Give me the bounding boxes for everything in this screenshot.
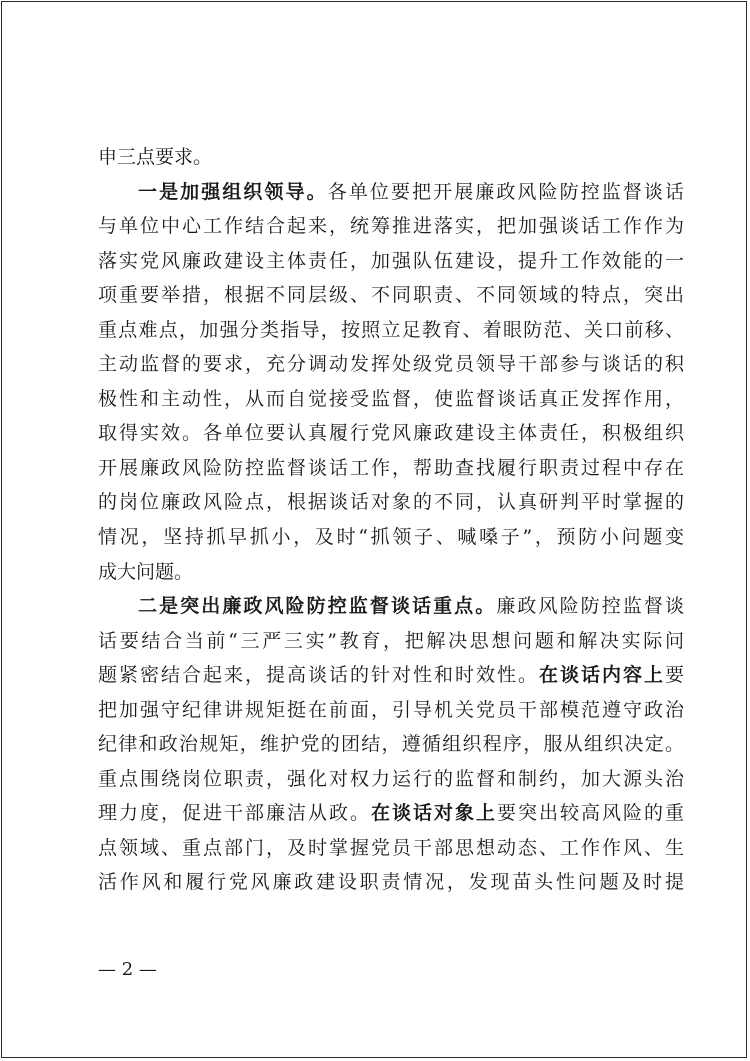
page-number: — 2 — xyxy=(98,959,157,980)
text-run: 与单位中心工作结合起来，统筹推进落实，把加强谈话工作作为 xyxy=(98,215,684,238)
text-run: 成大问题。 xyxy=(98,560,194,583)
text-run: 纪律和政治规矩，维护党的团结，遵循组织程序，服从组织决定。 xyxy=(98,733,684,756)
text-run: 主动监督的要求，充分调动发挥处级党员领导干部参与谈话的积 xyxy=(98,353,684,376)
text-run: 题紧密结合起来，提高谈话的针对性和时效性。 xyxy=(98,664,539,687)
bold-text-run: 一是加强组织领导。 xyxy=(138,180,328,203)
text-run: 开展廉政风险防控监督谈话工作，帮助查找履行职责过程中存在 xyxy=(98,456,684,479)
text-line xyxy=(98,416,684,451)
text-line xyxy=(98,278,684,313)
text-run: 极性和主动性，从而自觉接受监督，使监督谈话真正发挥作用， xyxy=(98,387,684,410)
text-line xyxy=(98,175,684,210)
text-line xyxy=(98,865,684,900)
text-line xyxy=(98,762,684,797)
text-line xyxy=(98,624,684,659)
text-run: 情况，坚持抓早抓小，及时“抓领子、喊嗓子”，预防小问题变 xyxy=(98,526,684,549)
text-run: 话要结合当前“三严三实”教育，把解决思想问题和解决实际问 xyxy=(98,629,684,652)
text-run: 申三点要求。 xyxy=(98,146,213,168)
text-run: 重点围绕岗位职责，强化对权力运行的监督和制约，加大源头治 xyxy=(98,767,684,790)
text-line xyxy=(98,658,684,693)
text-run: 的岗位廉政风险点，根据谈话对象的不同，认真研判平时掌握的 xyxy=(98,491,684,514)
text-run: 各单位要把开展廉政风险防控监督谈话 xyxy=(327,180,684,203)
text-line xyxy=(98,589,684,624)
text-line xyxy=(98,485,684,520)
text-line xyxy=(98,313,684,348)
text-run: 项重要举措，根据不同层级、不同职责、不同领域的特点，突出 xyxy=(98,284,684,307)
text-run: 把加强守纪律讲规矩挺在前面，引导机关党员干部模范遵守政治 xyxy=(98,698,684,721)
text-run: 点领域、重点部门，及时掌握党员干部思想动态、工作作风、生 xyxy=(98,836,684,859)
text-run: 廉政风险防控监督谈 xyxy=(496,595,684,618)
text-line xyxy=(98,727,684,762)
text-run: 活作风和履行党风廉政建设职责情况，发现苗头性问题及时提 xyxy=(98,871,684,894)
text-line xyxy=(98,796,684,831)
text-line xyxy=(98,140,684,175)
text-line xyxy=(98,831,684,866)
document-body xyxy=(98,140,684,900)
text-run: 要突出较高风险的重 xyxy=(496,802,684,825)
text-line xyxy=(98,555,684,590)
text-line xyxy=(98,209,684,244)
bold-text-run: 在谈话内容上 xyxy=(538,664,665,687)
text-run: 落实党风廉政建设主体责任，加强队伍建设，提升工作效能的一 xyxy=(98,249,684,272)
bold-text-run: 在谈话对象上 xyxy=(370,802,497,825)
text-line xyxy=(98,244,684,279)
text-run: 取得实效。各单位要认真履行党风廉政建设主体责任，积极组织 xyxy=(98,422,684,445)
text-run: 重点难点，加强分类指导，按照立足教育、着眼防范、关口前移、 xyxy=(98,318,684,341)
text-line xyxy=(98,382,684,417)
text-line xyxy=(98,693,684,728)
text-line xyxy=(98,347,684,382)
text-line xyxy=(98,520,684,555)
text-line xyxy=(98,451,684,486)
bold-text-run: 二是突出廉政风险防控监督谈话重点。 xyxy=(138,595,497,618)
text-run: 要 xyxy=(664,664,684,687)
text-run: 理力度，促进干部廉洁从政。 xyxy=(98,802,371,825)
